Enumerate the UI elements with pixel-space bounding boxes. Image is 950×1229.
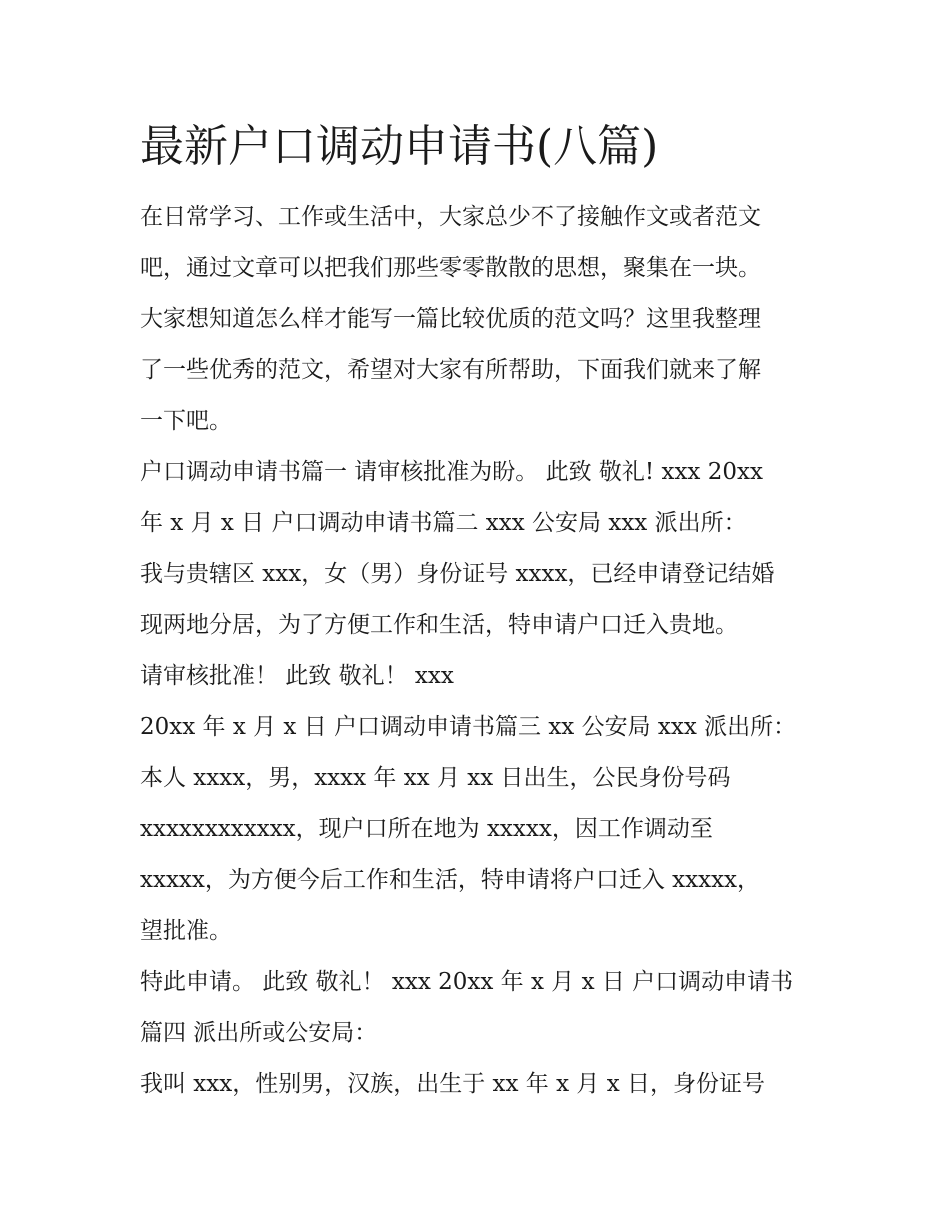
paragraph-article-one bbox=[140, 447, 820, 549]
text-line: 我与贵辖区 xxx，女（男）身份证号 xxxx，已经申请登记结婚 bbox=[140, 561, 775, 587]
text-line: 年 x 月 x 日 户口调动申请书篇二 xxx 公安局 xxx 派出所： bbox=[140, 510, 747, 536]
text-line: 在日常学习、工作或生活中，大家总少不了接触作文或者范文 bbox=[140, 204, 761, 230]
text-line: 20xx 年 x 月 x 日 户口调动申请书篇三 xx 公安局 xxx 派出所： bbox=[140, 714, 797, 740]
text-line: 大家想知道怎么样才能写一篇比较优质的范文吗？这里我整理 bbox=[140, 306, 761, 332]
paragraph-article-four-body bbox=[140, 1059, 820, 1110]
paragraph-article-three-header bbox=[140, 702, 820, 753]
text-line: xxxxxxxxxxxx，现户口所在地为 xxxxx，因工作调动至 bbox=[140, 816, 713, 842]
document-page bbox=[140, 112, 820, 1110]
text-line: 了一些优秀的范文，希望对大家有所帮助，下面我们就来了解 bbox=[140, 357, 761, 383]
text-line: 特此申请。 此致 敬礼！ xxx 20xx 年 x 月 x 日 户口调动申请书 bbox=[140, 969, 794, 995]
text-line: 本人 xxxx，男，xxxx 年 xx 月 xx 日出生，公民身份号码 bbox=[140, 765, 731, 791]
paragraph-article-three-body bbox=[140, 753, 820, 957]
text-line: 一下吧。 bbox=[140, 408, 232, 434]
paragraph-intro bbox=[140, 192, 820, 447]
document-title: 最新户口调动申请书(八篇) bbox=[140, 121, 659, 172]
text-line: 吧，通过文章可以把我们那些零零散散的思想，聚集在一块。 bbox=[140, 255, 761, 281]
paragraph-article-two-closing bbox=[140, 651, 820, 702]
text-line: 望批准。 bbox=[140, 918, 232, 944]
paragraph-article-two-body bbox=[140, 549, 820, 651]
text-line: xxxxx，为方便今后工作和生活，特申请将户口迁入 xxxxx， bbox=[140, 867, 761, 893]
text-line: 户口调动申请书篇一 请审核批准为盼。 此致 敬礼! xxx 20xx bbox=[140, 459, 763, 485]
text-line: 现两地分居，为了方便工作和生活，特申请户口迁入贵地。 bbox=[140, 612, 738, 638]
text-line: 我叫 xxx，性别男，汉族，出生于 xx 年 x 月 x 日，身份证号 bbox=[140, 1071, 765, 1097]
text-line: 请审核批准！ 此致 敬礼！ xxx bbox=[140, 663, 454, 689]
text-line: 篇四 派出所或公安局： bbox=[140, 1020, 378, 1046]
paragraph-article-three-closing bbox=[140, 957, 820, 1059]
